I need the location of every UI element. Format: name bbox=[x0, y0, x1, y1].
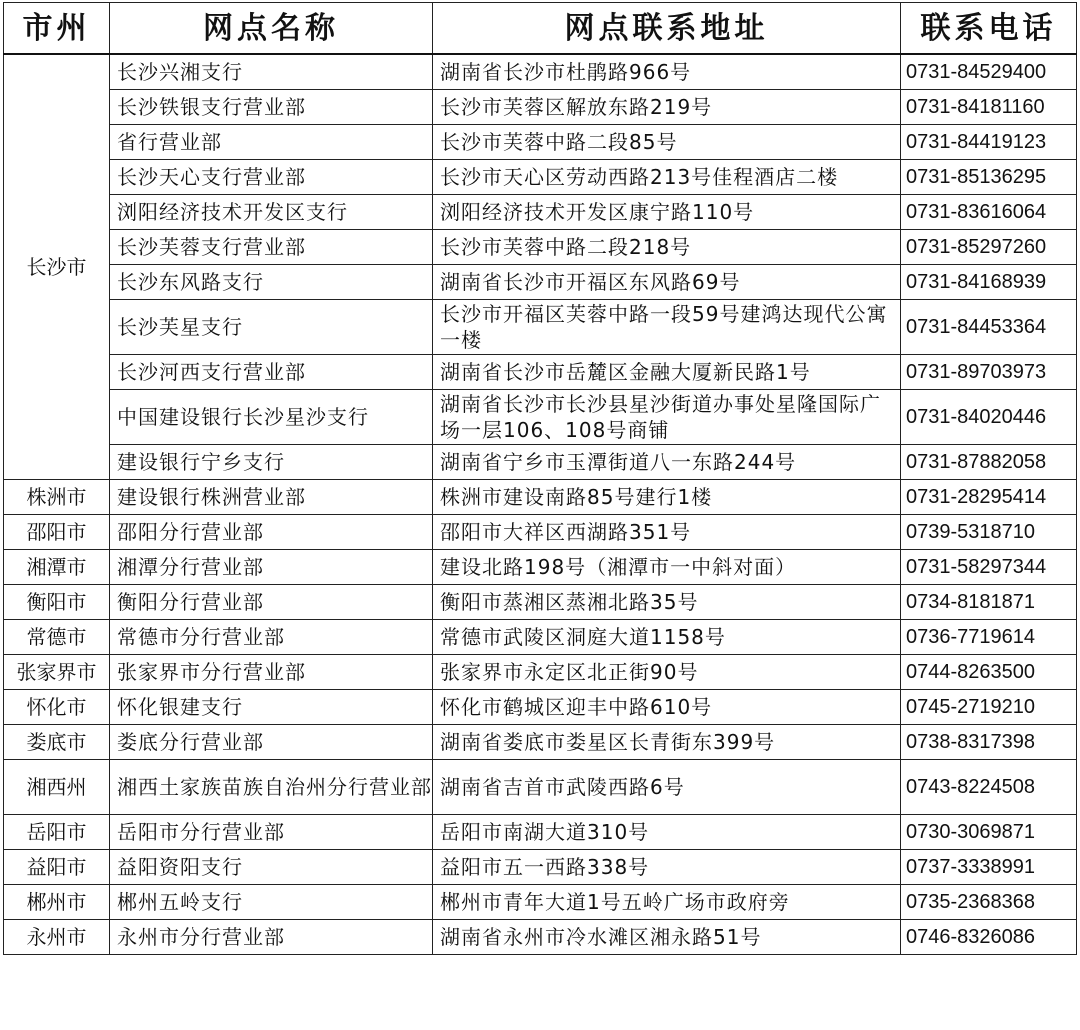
branch-name-cell: 湘西土家族苗族自治州分行营业部 bbox=[110, 760, 433, 815]
branch-name-cell: 建设银行宁乡支行 bbox=[110, 445, 433, 480]
table-row bbox=[4, 300, 1077, 355]
table-row bbox=[4, 760, 1077, 815]
city-cell: 长沙市 bbox=[4, 54, 110, 480]
branch-name-cell: 浏阳经济技术开发区支行 bbox=[110, 195, 433, 230]
phone-cell: 0731-84529400 bbox=[901, 54, 1077, 90]
branch-directory-table bbox=[3, 2, 1077, 955]
address-cell: 湖南省长沙市杜鹃路966号 bbox=[433, 54, 901, 90]
phone-cell: 0739-5318710 bbox=[901, 515, 1077, 550]
city-cell: 湘潭市 bbox=[4, 550, 110, 585]
phone-cell: 0745-2719210 bbox=[901, 690, 1077, 725]
city-cell: 怀化市 bbox=[4, 690, 110, 725]
city-cell: 邵阳市 bbox=[4, 515, 110, 550]
phone-cell: 0731-84020446 bbox=[901, 390, 1077, 445]
address-cell: 湖南省宁乡市玉潭街道八一东路244号 bbox=[433, 445, 901, 480]
phone-cell: 0731-85297260 bbox=[901, 230, 1077, 265]
table-row bbox=[4, 390, 1077, 445]
table-row bbox=[4, 54, 1077, 90]
table-row bbox=[4, 445, 1077, 480]
address-cell: 怀化市鹤城区迎丰中路610号 bbox=[433, 690, 901, 725]
branch-name-cell: 常德市分行营业部 bbox=[110, 620, 433, 655]
address-cell: 长沙市天心区劳动西路213号佳程酒店二楼 bbox=[433, 160, 901, 195]
branch-name-cell: 长沙芙星支行 bbox=[110, 300, 433, 355]
phone-cell: 0743-8224508 bbox=[901, 760, 1077, 815]
city-cell: 株洲市 bbox=[4, 480, 110, 515]
address-cell: 益阳市五一西路338号 bbox=[433, 850, 901, 885]
branch-name-cell: 张家界市分行营业部 bbox=[110, 655, 433, 690]
table-row bbox=[4, 515, 1077, 550]
phone-cell: 0731-84453364 bbox=[901, 300, 1077, 355]
address-cell: 长沙市芙蓉中路二段218号 bbox=[433, 230, 901, 265]
table-row bbox=[4, 920, 1077, 955]
city-cell: 娄底市 bbox=[4, 725, 110, 760]
address-cell: 湖南省永州市冷水滩区湘永路51号 bbox=[433, 920, 901, 955]
phone-cell: 0746-8326086 bbox=[901, 920, 1077, 955]
branch-name-cell: 长沙芙蓉支行营业部 bbox=[110, 230, 433, 265]
table-row bbox=[4, 725, 1077, 760]
address-cell: 浏阳经济技术开发区康宁路110号 bbox=[433, 195, 901, 230]
header-phone: 联系电话 bbox=[901, 3, 1077, 55]
phone-cell: 0731-58297344 bbox=[901, 550, 1077, 585]
header-branch-name: 网点名称 bbox=[110, 3, 433, 55]
branch-name-cell: 娄底分行营业部 bbox=[110, 725, 433, 760]
table-row bbox=[4, 90, 1077, 125]
address-cell: 长沙市开福区芙蓉中路一段59号建鸿达现代公寓一楼 bbox=[433, 300, 901, 355]
address-cell: 常德市武陵区洞庭大道1158号 bbox=[433, 620, 901, 655]
branch-name-cell: 怀化银建支行 bbox=[110, 690, 433, 725]
phone-cell: 0731-28295414 bbox=[901, 480, 1077, 515]
table-row bbox=[4, 550, 1077, 585]
address-cell: 湖南省娄底市娄星区长青街东399号 bbox=[433, 725, 901, 760]
table-row bbox=[4, 655, 1077, 690]
address-cell: 张家界市永定区北正街90号 bbox=[433, 655, 901, 690]
branch-name-cell: 长沙东风路支行 bbox=[110, 265, 433, 300]
branch-name-cell: 郴州五岭支行 bbox=[110, 885, 433, 920]
branch-name-cell: 永州市分行营业部 bbox=[110, 920, 433, 955]
table-row bbox=[4, 160, 1077, 195]
phone-cell: 0744-8263500 bbox=[901, 655, 1077, 690]
phone-cell: 0731-84181160 bbox=[901, 90, 1077, 125]
branch-name-cell: 邵阳分行营业部 bbox=[110, 515, 433, 550]
table-row bbox=[4, 230, 1077, 265]
address-cell: 长沙市芙蓉中路二段85号 bbox=[433, 125, 901, 160]
table-row bbox=[4, 690, 1077, 725]
city-cell: 张家界市 bbox=[4, 655, 110, 690]
table-body bbox=[4, 54, 1077, 955]
address-cell: 郴州市青年大道1号五岭广场市政府旁 bbox=[433, 885, 901, 920]
table-row bbox=[4, 850, 1077, 885]
address-cell: 岳阳市南湖大道310号 bbox=[433, 815, 901, 850]
table-row bbox=[4, 265, 1077, 300]
address-cell: 湖南省长沙市岳麓区金融大厦新民路1号 bbox=[433, 355, 901, 390]
branch-name-cell: 中国建设银行长沙星沙支行 bbox=[110, 390, 433, 445]
branch-name-cell: 益阳资阳支行 bbox=[110, 850, 433, 885]
table-row bbox=[4, 885, 1077, 920]
branch-name-cell: 岳阳市分行营业部 bbox=[110, 815, 433, 850]
branch-name-cell: 长沙河西支行营业部 bbox=[110, 355, 433, 390]
table-row bbox=[4, 585, 1077, 620]
phone-cell: 0731-87882058 bbox=[901, 445, 1077, 480]
phone-cell: 0731-89703973 bbox=[901, 355, 1077, 390]
city-cell: 永州市 bbox=[4, 920, 110, 955]
table-row bbox=[4, 125, 1077, 160]
phone-cell: 0736-7719614 bbox=[901, 620, 1077, 655]
phone-cell: 0731-85136295 bbox=[901, 160, 1077, 195]
address-cell: 湖南省长沙市开福区东风路69号 bbox=[433, 265, 901, 300]
table-row bbox=[4, 480, 1077, 515]
branch-name-cell: 长沙铁银支行营业部 bbox=[110, 90, 433, 125]
phone-cell: 0731-83616064 bbox=[901, 195, 1077, 230]
phone-cell: 0734-8181871 bbox=[901, 585, 1077, 620]
address-cell: 建设北路198号（湘潭市一中斜对面） bbox=[433, 550, 901, 585]
table-row bbox=[4, 355, 1077, 390]
phone-cell: 0738-8317398 bbox=[901, 725, 1077, 760]
table-header bbox=[4, 3, 1077, 55]
table-row bbox=[4, 195, 1077, 230]
address-cell: 长沙市芙蓉区解放东路219号 bbox=[433, 90, 901, 125]
city-cell: 湘西州 bbox=[4, 760, 110, 815]
city-cell: 郴州市 bbox=[4, 885, 110, 920]
address-cell: 株洲市建设南路85号建行1楼 bbox=[433, 480, 901, 515]
phone-cell: 0731-84419123 bbox=[901, 125, 1077, 160]
phone-cell: 0735-2368368 bbox=[901, 885, 1077, 920]
address-cell: 邵阳市大祥区西湖路351号 bbox=[433, 515, 901, 550]
branch-name-cell: 建设银行株洲营业部 bbox=[110, 480, 433, 515]
city-cell: 常德市 bbox=[4, 620, 110, 655]
branch-name-cell: 长沙兴湘支行 bbox=[110, 54, 433, 90]
address-cell: 湖南省长沙市长沙县星沙街道办事处星隆国际广场一层106、108号商铺 bbox=[433, 390, 901, 445]
header-address: 网点联系地址 bbox=[433, 3, 901, 55]
branch-name-cell: 衡阳分行营业部 bbox=[110, 585, 433, 620]
phone-cell: 0731-84168939 bbox=[901, 265, 1077, 300]
city-cell: 益阳市 bbox=[4, 850, 110, 885]
branch-name-cell: 长沙天心支行营业部 bbox=[110, 160, 433, 195]
table-row bbox=[4, 815, 1077, 850]
city-cell: 岳阳市 bbox=[4, 815, 110, 850]
table-row bbox=[4, 620, 1077, 655]
address-cell: 衡阳市蒸湘区蒸湘北路35号 bbox=[433, 585, 901, 620]
branch-name-cell: 省行营业部 bbox=[110, 125, 433, 160]
branch-name-cell: 湘潭分行营业部 bbox=[110, 550, 433, 585]
phone-cell: 0737-3338991 bbox=[901, 850, 1077, 885]
city-cell: 衡阳市 bbox=[4, 585, 110, 620]
header-city: 市州 bbox=[4, 3, 110, 55]
phone-cell: 0730-3069871 bbox=[901, 815, 1077, 850]
address-cell: 湖南省吉首市武陵西路6号 bbox=[433, 760, 901, 815]
